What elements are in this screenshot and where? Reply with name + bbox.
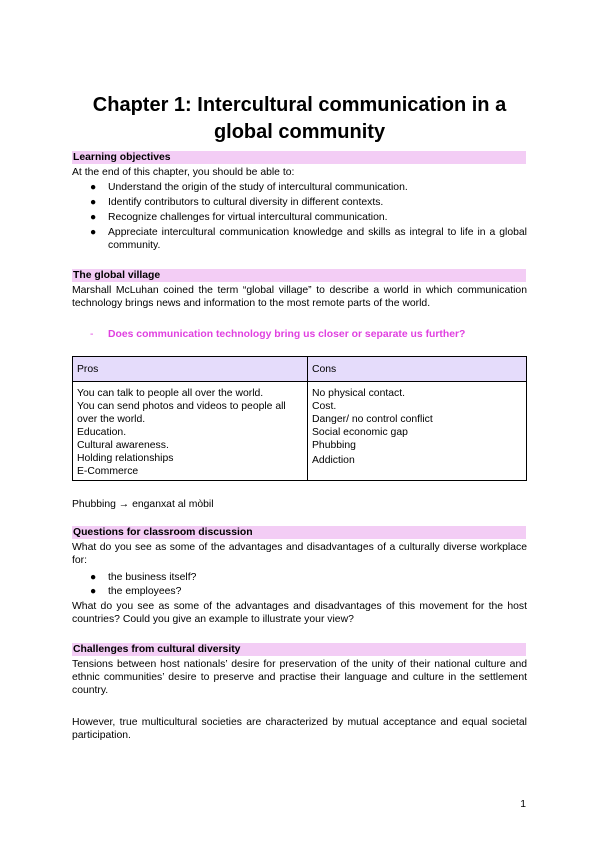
learning-intro: At the end of this chapter, you should be able to: — [72, 167, 295, 178]
cons-item: Cost. — [312, 401, 337, 412]
bullet-icon: ● — [90, 227, 97, 238]
discussion-question-1: What do you see as some of the advantages and disadvantages of a culturally diverse workplace for: — [72, 542, 527, 566]
cons-cell — [308, 382, 527, 481]
learning-objectives-heading: Learning objectives — [72, 151, 526, 164]
pros-item: You can send photos and videos to people all over the world. — [77, 401, 286, 425]
list-item-text: Identify contributors to cultural diversity in different contexts. — [108, 197, 384, 208]
bullet-icon: ● — [90, 212, 97, 223]
list-item-text: Understand the origin of the study of intercultural communication. — [108, 182, 408, 193]
cons-item: Addiction — [312, 455, 355, 466]
discussion-heading: Questions for classroom discussion — [72, 526, 526, 539]
list-item-text: the employees? — [108, 586, 182, 597]
discussion-question-highlight: Does communication technology bring us closer or separate us further? — [108, 329, 466, 340]
pros-item: You can talk to people all over the world. — [77, 388, 264, 399]
challenges-paragraph-2: However, true multicultural societies are characterized by mutual acceptance and equal societal participation. — [72, 717, 527, 741]
list-item-text: the business itself? — [108, 572, 197, 583]
pros-item: Education. — [77, 427, 127, 438]
cons-item: Social economic gap — [312, 427, 408, 438]
cons-header: Cons — [308, 357, 527, 382]
cons-item: No physical contact. — [312, 388, 405, 399]
pros-header: Pros — [73, 357, 308, 382]
global-village-text: Marshall McLuhan coined the term “global village” to describe a world in which communication technology brings news and information to the most remote parts of the world. — [72, 285, 527, 309]
cons-item: Danger/ no control conflict — [312, 414, 433, 425]
list-item-text: Appreciate intercultural communication knowledge and skills as integral to life in a global community. — [108, 227, 527, 251]
bullet-icon: ● — [90, 197, 97, 208]
challenges-paragraph-1: Tensions between host nationals’ desire for preservation of the unity of their national culture and ethnic communities’ desire to preserve and practise their language and culture in the settlement country. — [72, 659, 527, 696]
list-item-text: Recognize challenges for virtual intercultural communication. — [108, 212, 388, 223]
challenges-heading: Challenges from cultural diversity — [72, 643, 526, 656]
pros-cons-table — [72, 356, 527, 481]
page-title: Chapter 1: Intercultural communication in a global community — [92, 94, 507, 143]
pros-item: E-Commerce — [77, 466, 139, 477]
phubbing-note: Phubbing → enganxat al mòbil — [72, 499, 214, 510]
page-number: 1 — [520, 799, 526, 810]
discussion-question-2: What do you see as some of the advantages and disadvantages of this movement for the host countries? Could you give an example to illustrate your view? — [72, 601, 527, 625]
bullet-icon: ● — [90, 182, 97, 193]
bullet-icon: ● — [90, 586, 97, 597]
pros-item: Cultural awareness. — [77, 440, 169, 451]
pros-item: Holding relationships — [77, 453, 174, 464]
pros-cell — [73, 382, 308, 481]
bullet-icon: ● — [90, 572, 97, 583]
cons-item: Phubbing — [312, 440, 356, 451]
global-village-heading: The global village — [72, 269, 526, 282]
dash-marker: - — [90, 329, 94, 340]
